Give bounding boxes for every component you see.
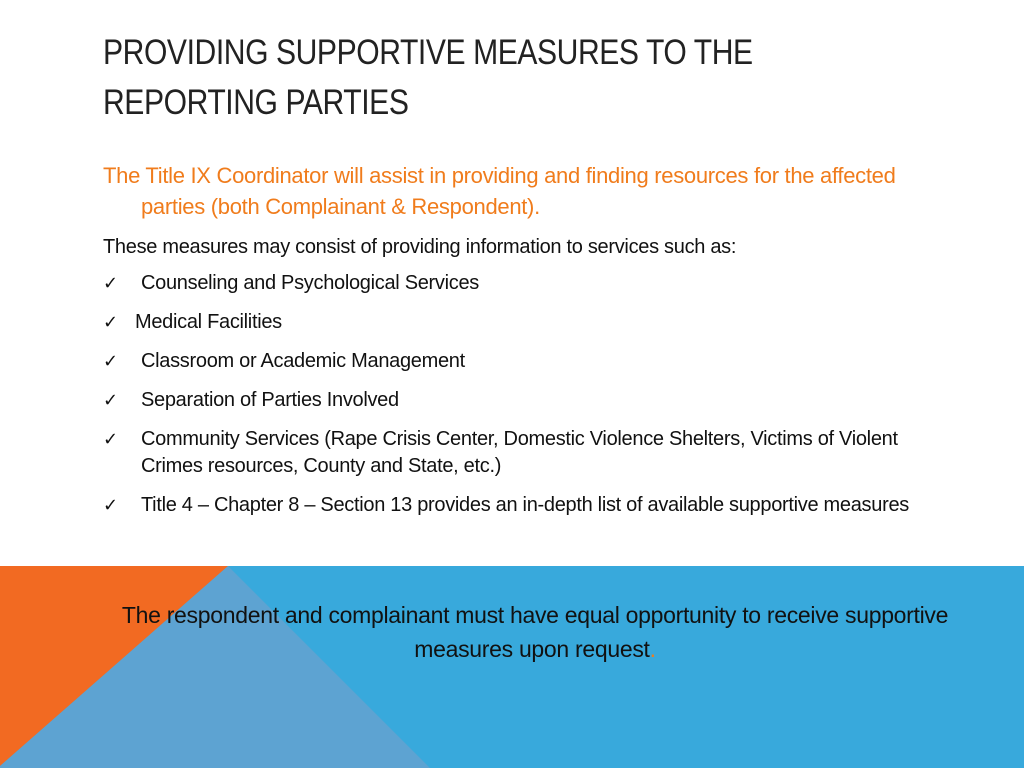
list-item-label: Medical Facilities bbox=[135, 311, 282, 333]
list-item bbox=[103, 309, 933, 336]
list-item-label: Title 4 – Chapter 8 – Section 13 provides an in-depth list of available supportive measures bbox=[141, 494, 909, 516]
list-item-label: Counseling and Psychological Services bbox=[141, 272, 479, 294]
list-item-label: Classroom or Academic Management bbox=[141, 350, 465, 372]
checkmark-icon: ✓ bbox=[103, 312, 118, 332]
checkmark-icon: ✓ bbox=[103, 495, 118, 515]
lead-text: These measures may consist of providing information to services such as: bbox=[103, 236, 737, 258]
measures-list bbox=[103, 270, 933, 519]
list-item bbox=[103, 426, 933, 480]
checkmark-icon: ✓ bbox=[103, 390, 118, 410]
footer-statement bbox=[110, 598, 960, 666]
list-item bbox=[103, 492, 933, 519]
checkmark-icon: ✓ bbox=[103, 273, 118, 293]
footer-period: . bbox=[649, 636, 656, 662]
footer-statement-text: The respondent and complainant must have equal opportunity to receive supportive measures upon request bbox=[121, 602, 949, 662]
slide-title: PROVIDING SUPPORTIVE MEASURES TO THE REPORTING PARTIES bbox=[103, 33, 753, 122]
list-item bbox=[103, 387, 933, 414]
checkmark-icon: ✓ bbox=[103, 429, 118, 449]
checkmark-icon: ✓ bbox=[103, 351, 118, 371]
footer-band bbox=[0, 566, 1024, 768]
intro-text: The Title IX Coordinator will assist in providing and finding resources for the affected parties (both Complainant & Respondent). bbox=[103, 163, 896, 219]
list-item-label: Separation of Parties Involved bbox=[141, 389, 399, 411]
slide-body bbox=[103, 160, 933, 531]
list-item bbox=[103, 270, 933, 297]
list-item-label: Community Services (Rape Crisis Center, Domestic Violence Shelters, Victims of Violent Crimes resources, County and State, etc.) bbox=[141, 428, 898, 477]
list-item bbox=[103, 348, 933, 375]
footer-band-shapes bbox=[0, 566, 1024, 768]
